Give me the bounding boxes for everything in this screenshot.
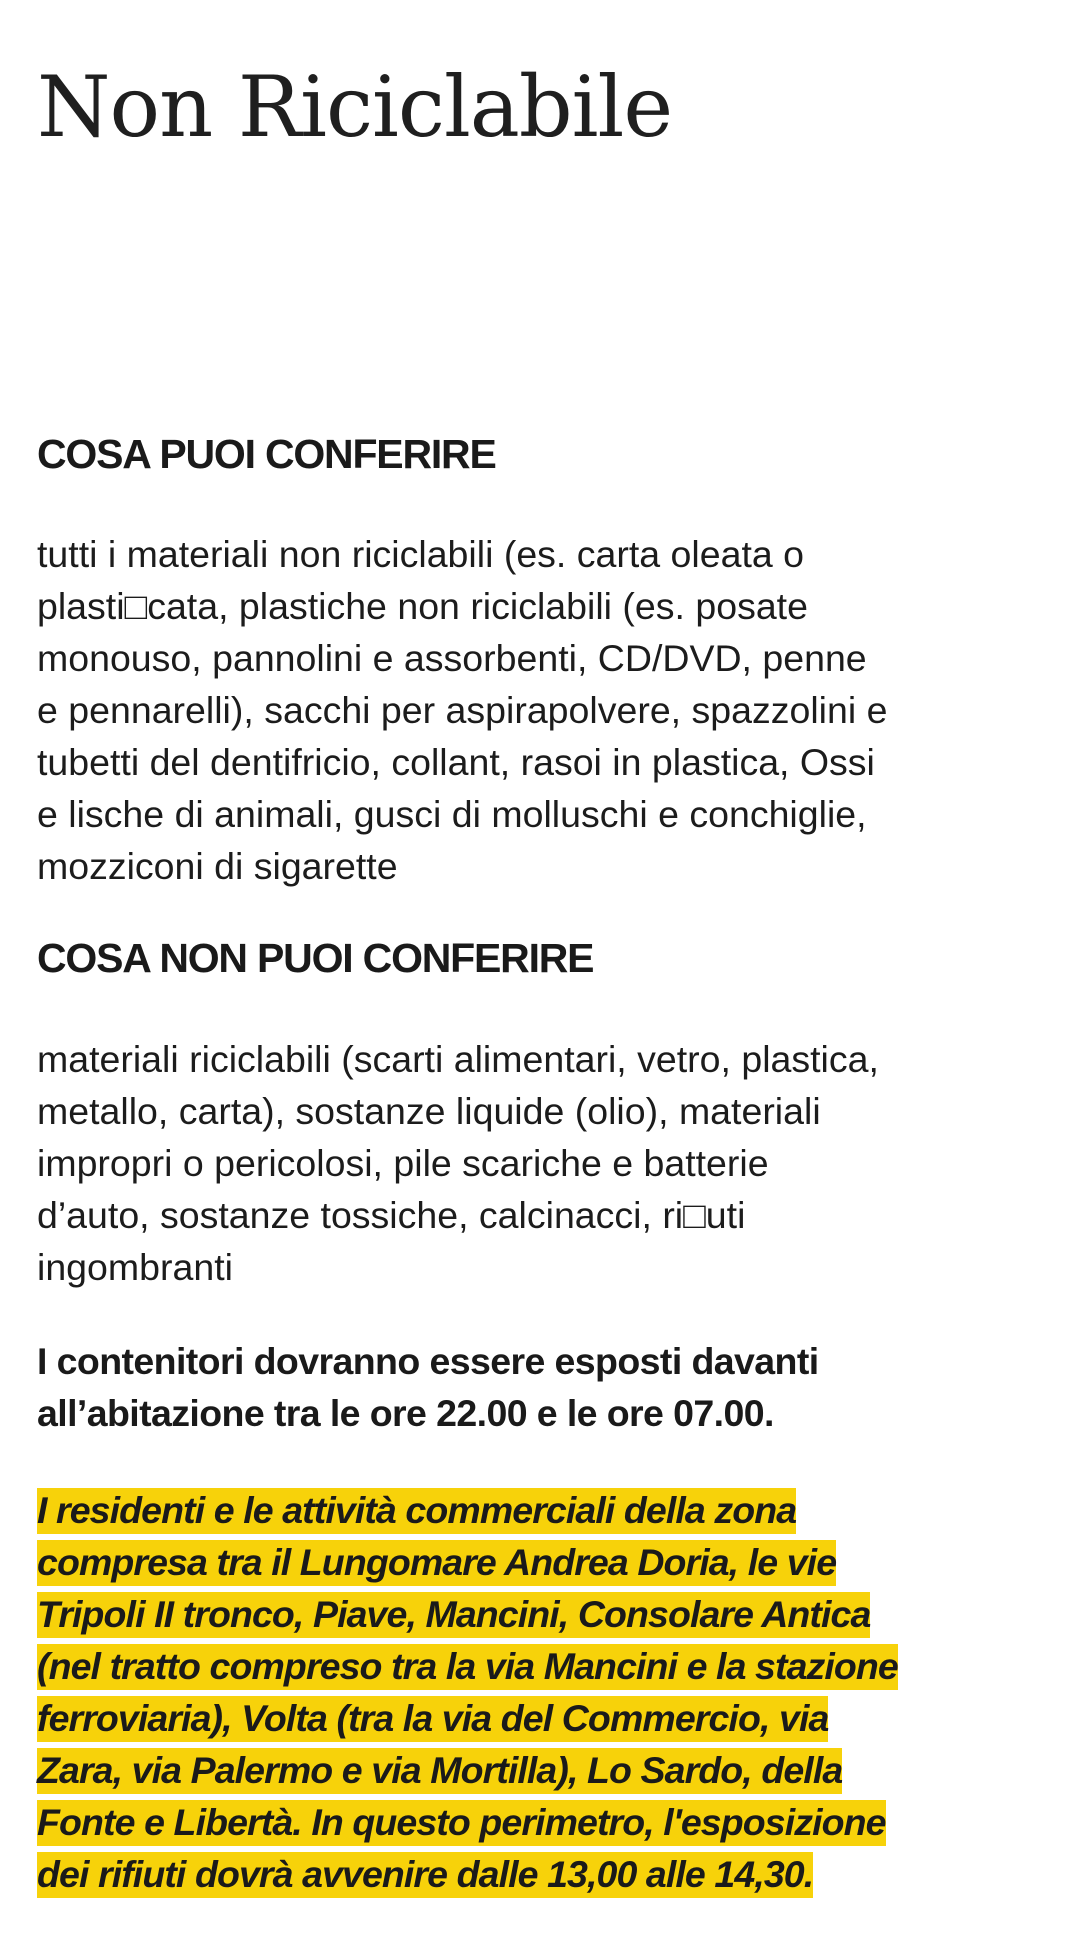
allowed-line: tutti i materiali non riciclabili (es. carta oleata o [37,533,804,575]
highlight-line: Tripoli II tronco, Piave, Mancini, Consolare Antica [37,1592,870,1638]
highlight-line: dei rifiuti dovrà avvenire dalle 13,00 alle 14,30. [37,1852,813,1898]
highlight-line: Fonte e Libertà. In questo perimetro, l'esposizione [37,1800,886,1846]
highlight-line: (nel tratto compreso tra la via Mancini e la stazione [37,1644,898,1690]
allowed-line: e lische di animali, gusci di molluschi e conchiglie, [37,793,867,835]
allowed-line: monouso, pannolini e assorbenti, CD/DVD, penne [37,637,867,679]
page-title: Non Riciclabile [37,58,673,156]
highlight-line: Zara, via Palermo e via Mortilla), Lo Sardo, della [37,1748,842,1794]
allowed-description [37,528,1047,892]
allowed-line: tubetti del dentifricio, collant, rasoi in plastica, Ossi [37,741,875,783]
allowed-line: plasti□cata, plastiche non riciclabili (es. posate [37,585,808,627]
not-allowed-line: ingombranti [37,1246,233,1288]
allowed-line: mozziconi di sigarette [37,845,398,887]
not-allowed-line: d’auto, sostanze tossiche, calcinacci, ri□uti [37,1194,746,1236]
highlight-line: compresa tra il Lungomare Andrea Doria, le vie [37,1540,836,1586]
not-allowed-line: materiali riciclabili (scarti alimentari, vetro, plastica, [37,1038,879,1080]
not-allowed-heading: COSA NON PUOI CONFERIRE [37,935,594,981]
not-allowed-line: metallo, carta), sostanze liquide (olio), materiali [37,1090,821,1132]
highlight-line: I residenti e le attività commerciali della zona [37,1488,796,1534]
highlight-line: ferroviaria), Volta (tra la via del Commercio, via [37,1696,828,1742]
highlighted-zone-notice [37,1484,1057,1900]
not-allowed-line: impropri o pericolosi, pile scariche e batterie [37,1142,769,1184]
notice-line: I contenitori dovranno essere esposti davanti [37,1340,819,1382]
not-allowed-description [37,1033,1047,1293]
notice-line: all’abitazione tra le ore 22.00 e le ore 07.00. [37,1392,774,1434]
allowed-line: e pennarelli), sacchi per aspirapolvere, spazzolini e [37,689,888,731]
collection-time-notice [37,1335,1047,1439]
allowed-heading: COSA PUOI CONFERIRE [37,431,496,477]
